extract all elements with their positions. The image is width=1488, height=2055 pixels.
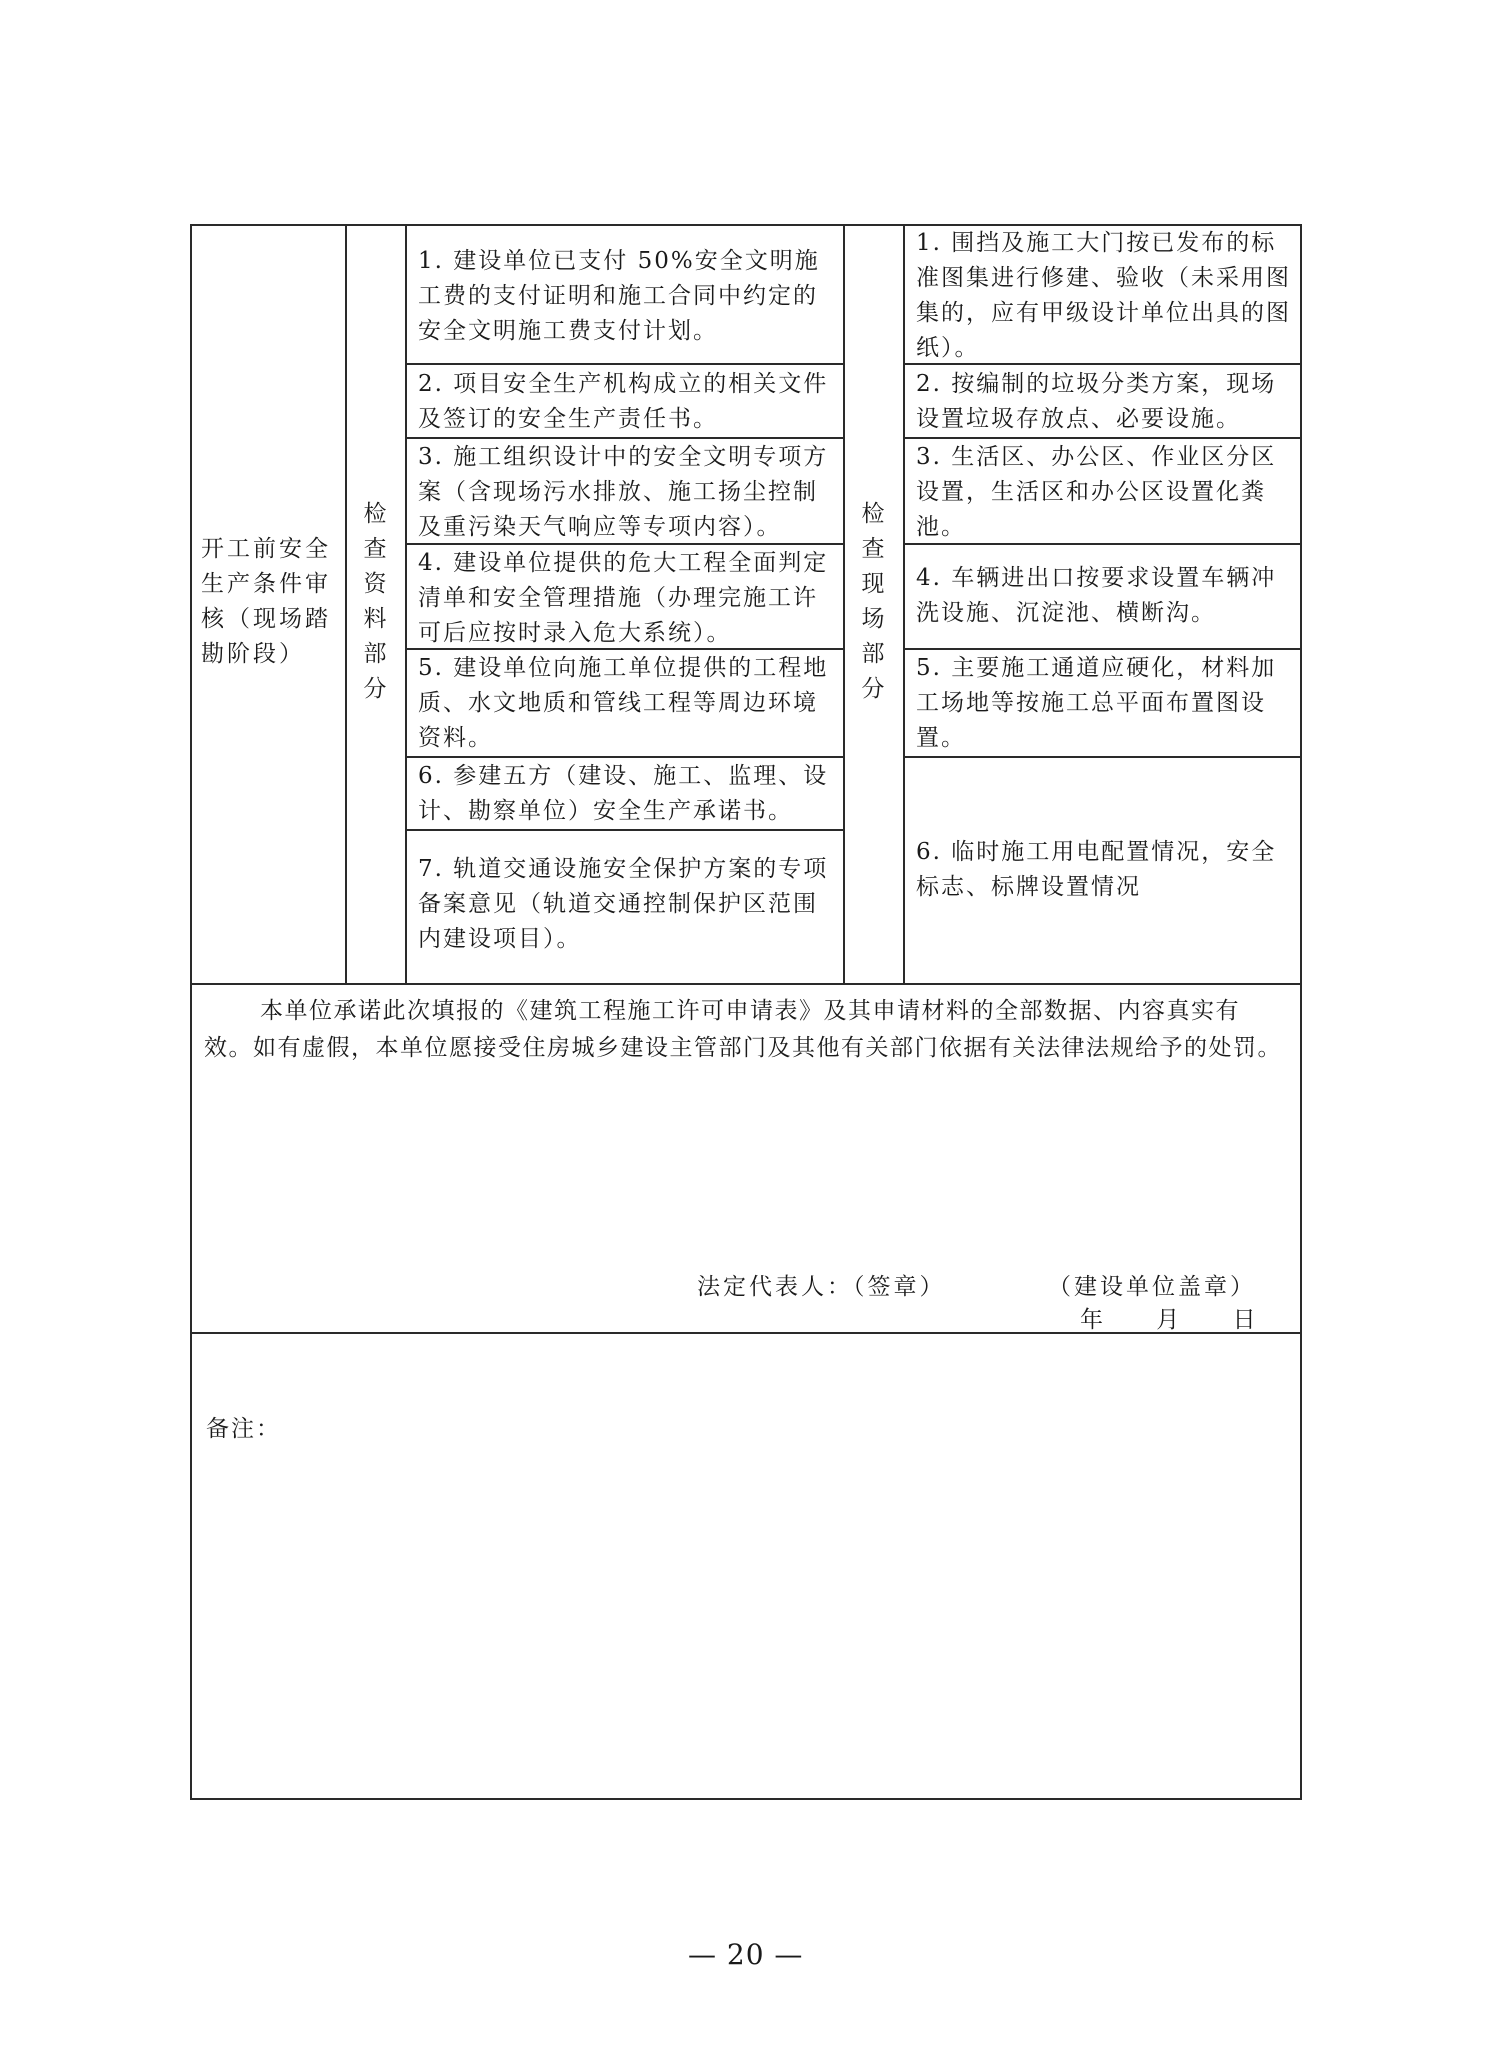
site-item-3: 3. 生活区、办公区、作业区分区设置，生活区和办公区设置化粪池。 [916, 444, 1277, 540]
col-divider-4 [903, 224, 905, 984]
legal-representative-signature: 法定代表人：（签章） [697, 1274, 946, 1300]
docs-row-line-2 [405, 437, 845, 439]
remarks-label: 备注： [206, 1416, 281, 1442]
docs-item-1: 1. 建设单位已支付 50%安全文明施工费的支付证明和施工合同中约定的安全文明施工费支付计划。 [418, 248, 820, 344]
site-row-line-2 [903, 437, 1302, 439]
date-line: 年 月 日 [1080, 1307, 1259, 1333]
site-row-line-4 [903, 648, 1302, 650]
docs-row-line-1 [405, 363, 845, 365]
docs-item-5: 5. 建设单位向施工单位提供的工程地质、水文地质和管线工程等周边环境资料。 [418, 655, 829, 751]
site-item-6: 6. 临时施工用电配置情况，安全标志、标牌设置情况 [916, 839, 1277, 900]
site-item-5: 5. 主要施工通道应硬化，材料加工场地等按施工总平面布置图设置。 [916, 655, 1277, 751]
docs-row-line-5 [405, 756, 845, 758]
site-item-1: 1. 围挡及施工大门按已发布的标准图集进行修建、验收（未采用图集的，应有甲级设计单位出具的图纸）。 [916, 230, 1291, 361]
col-divider-1 [345, 224, 347, 984]
col-divider-3 [843, 224, 845, 984]
pledge-statement: 本单位承诺此次填报的《建筑工程施工许可申请表》及其申请材料的全部数据、内容真实有效。如有虚假，本单位愿接受住房城乡建设主管部门及其他有关部门依据有关法律法规给予的处罚。 [204, 998, 1282, 1061]
page-number: — 20 — [688, 1938, 804, 1971]
docs-row-line-6 [405, 829, 845, 831]
section-divider-checks [190, 983, 1302, 985]
stage-label: 开工前安全生产条件审核（现场踏勘阶段） [201, 536, 331, 667]
site-item-2: 2. 按编制的垃圾分类方案，现场设置垃圾存放点、必要设施。 [916, 371, 1277, 432]
docs-item-4: 4. 建设单位提供的危大工程全面判定清单和安全管理措施（办理完施工许可后应按时录入危大系统）。 [418, 550, 829, 646]
docs-item-6: 6. 参建五方（建设、施工、监理、设计、勘察单位）安全生产承诺书。 [418, 763, 829, 824]
docs-item-7: 7. 轨道交通设施安全保护方案的专项备案意见（轨道交通控制保护区范围内建设项目）。 [418, 856, 829, 952]
unit-seal-label: （建设单位盖章） [1048, 1274, 1256, 1300]
docs-section-label: 检查资料部分 [363, 501, 387, 702]
table-border-left [190, 224, 192, 1800]
table-border-right [1300, 224, 1302, 1800]
col-divider-2 [405, 224, 407, 984]
site-row-line-5 [903, 756, 1302, 758]
site-section-label: 检查现场部分 [861, 501, 885, 702]
docs-item-2: 2. 项目安全生产机构成立的相关文件及签订的安全生产责任书。 [418, 371, 829, 432]
table-border-bottom [190, 1798, 1302, 1800]
docs-item-3: 3. 施工组织设计中的安全文明专项方案（含现场污水排放、施工扬尘控制及重污染天气响应等专项内容）。 [418, 444, 829, 540]
site-item-4: 4. 车辆进出口按要求设置车辆冲洗设施、沉淀池、横断沟。 [916, 565, 1277, 626]
